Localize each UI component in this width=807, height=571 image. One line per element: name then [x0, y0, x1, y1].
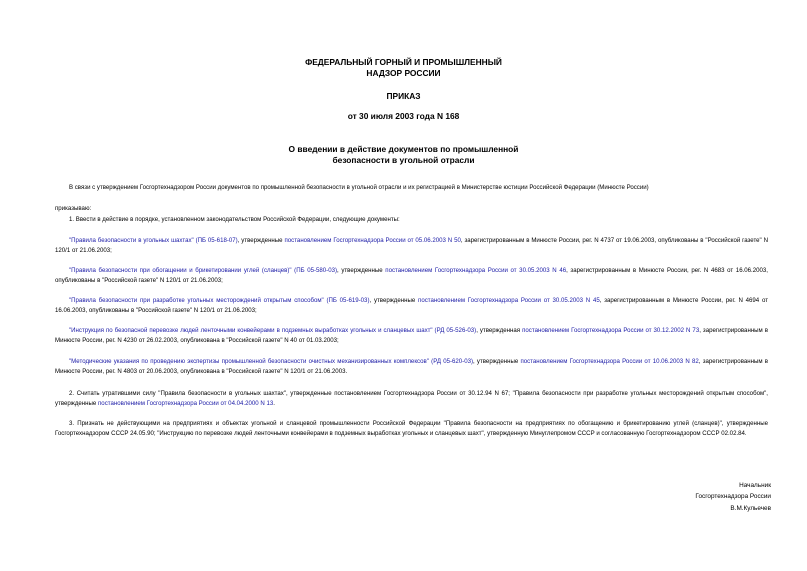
approval-link[interactable]: постановлением Госгортехнадзора России от 10.06.2003 N 82 [520, 358, 699, 365]
doc-mid: , утвержденные [337, 267, 386, 274]
item-2 [55, 389, 768, 408]
approval-link[interactable]: постановлением Госгортехнадзора России от 05.06.2003 N 50 [284, 237, 461, 244]
doc-item [55, 266, 768, 285]
doc-title-link[interactable]: "Инструкция по безопасной перевозке людей ленточными конвейерами в подземных выработках угольных и сланцевых шахт" (РД 05-526-03) [69, 327, 477, 334]
doc-title-link[interactable]: "Правила безопасности при обогащении и брикетировании углей (сланцев)" (ПБ 05-580-03) [69, 267, 338, 274]
doc-tail: , зарегистрированным в Минюсте России, рег. N 4803 от 20.06.2003, опубликована в "Российской газете" N 120/1 от 21.06.2003. [55, 358, 769, 375]
doc-subject-line1: О введении в действие документов по промышленной [288, 144, 519, 154]
doc-date: от 30 июля 2003 года N 168 [347, 111, 460, 121]
doc-subject-line2: безопасности в угольной отрасли [332, 155, 475, 165]
doc-item [55, 296, 768, 315]
doc-mid: , утвержденная [476, 327, 523, 334]
intro-paragraph: В связи с утверждением Госгортехнадзором России документов по промышленной безопасности в угольной отрасли и их регистрацией в Министерстве юстиции Российской Федерации (Минюсте России) [69, 184, 649, 191]
doc-tail: , зарегистрированным в Минюсте России, рег. N 4683 от 16.06.2003, опубликованы в "Российской газете" N 120/1 от 21.06.2003; [55, 267, 768, 284]
signature-org: Госгортехнадзора России [695, 493, 771, 500]
approval-link[interactable]: постановлением Госгортехнадзора России от 30.12.2002 N 73 [522, 327, 700, 334]
org-name-line2: НАДЗОР РОССИИ [366, 68, 441, 78]
doc-mid: , утвержденные [237, 237, 285, 244]
approval-link[interactable]: постановлением Госгортехнадзора России от 30.05.2003 N 45 [418, 297, 600, 304]
item-2-end: . [273, 399, 275, 407]
item-3: 3. Признать не действующими на предприятиях и объектах угольной и сланцевой промышленности Российской Федерации "Правила безопасности на предприятиях по обогащению и брикетированию углей (сланцев)", утвержденные Госгортехнадзором СССР 24.05.90; "Инструкцию по перевозке людей ленточными конвейерами в подземных выработках угольных и сланцевых шахт", утвержденную Минуглепромом СССР и согласованную Госгортехнадзором СССР 02.02.84. [55, 420, 768, 437]
doc-tail: , зарегистрированным в Минюсте России, рег. N 4694 от 16.06.2003, опубликованы в "Российской газете" N 120/1 от 21.06.2003; [55, 297, 769, 314]
doc-type: ПРИКАЗ [386, 91, 421, 101]
item-1: 1. Ввести в действие в порядке, установленном законодательством Российской Федерации, следующие документы: [69, 216, 400, 223]
doc-mid: , утвержденные [369, 297, 419, 304]
doc-item [55, 357, 768, 376]
order-word: приказываю: [55, 205, 92, 212]
doc-tail: , зарегистрированным в Минюсте России, рег. N 4737 от 19.06.2003, опубликованы в "Российской газете" N 120/1 от 21.06.2003; [55, 237, 769, 254]
doc-title-link[interactable]: "Правила безопасности в угольных шахтах" (ПБ 05-618-07) [69, 237, 238, 244]
doc-mid: , утвержденные [473, 358, 521, 365]
signature-name: В.М.Кульечев [730, 505, 771, 512]
doc-tail: , зарегистрированным в Минюсте России, рег. N 4230 от 26.02.2003, опубликована в "Российской газете" N 40 от 01.03.2003; [55, 327, 768, 344]
item-2-text: 2. Считать утратившими силу "Правила безопасности в угольных шахтах", утвержденные постановлением Госгортехнадзора России от 30.12.94 N 67; "Правила безопасности при разработке угольных месторождений открытым способом", утвержденные [55, 390, 768, 407]
doc-title-link[interactable]: "Методические указания по проведению экспертизы промышленной безопасности очистных механизированных комплексов" (РД 05-620-03) [69, 358, 474, 365]
org-name-line1: ФЕДЕРАЛЬНЫЙ ГОРНЫЙ И ПРОМЫШЛЕННЫЙ [305, 57, 502, 67]
approval-link[interactable]: постановлением Госгортехнадзора России от 30.05.2003 N 46 [385, 267, 567, 274]
signature-title: Начальник [739, 482, 771, 489]
item-2-approval-link[interactable]: постановлением Госгортехнадзора России от 04.04.2000 N 13 [98, 399, 274, 407]
doc-title-link[interactable]: "Правила безопасности при разработке угольных месторождений открытым способом" (ПБ 05-619-03) [69, 297, 370, 304]
doc-item [55, 326, 768, 345]
doc-item [55, 236, 768, 255]
